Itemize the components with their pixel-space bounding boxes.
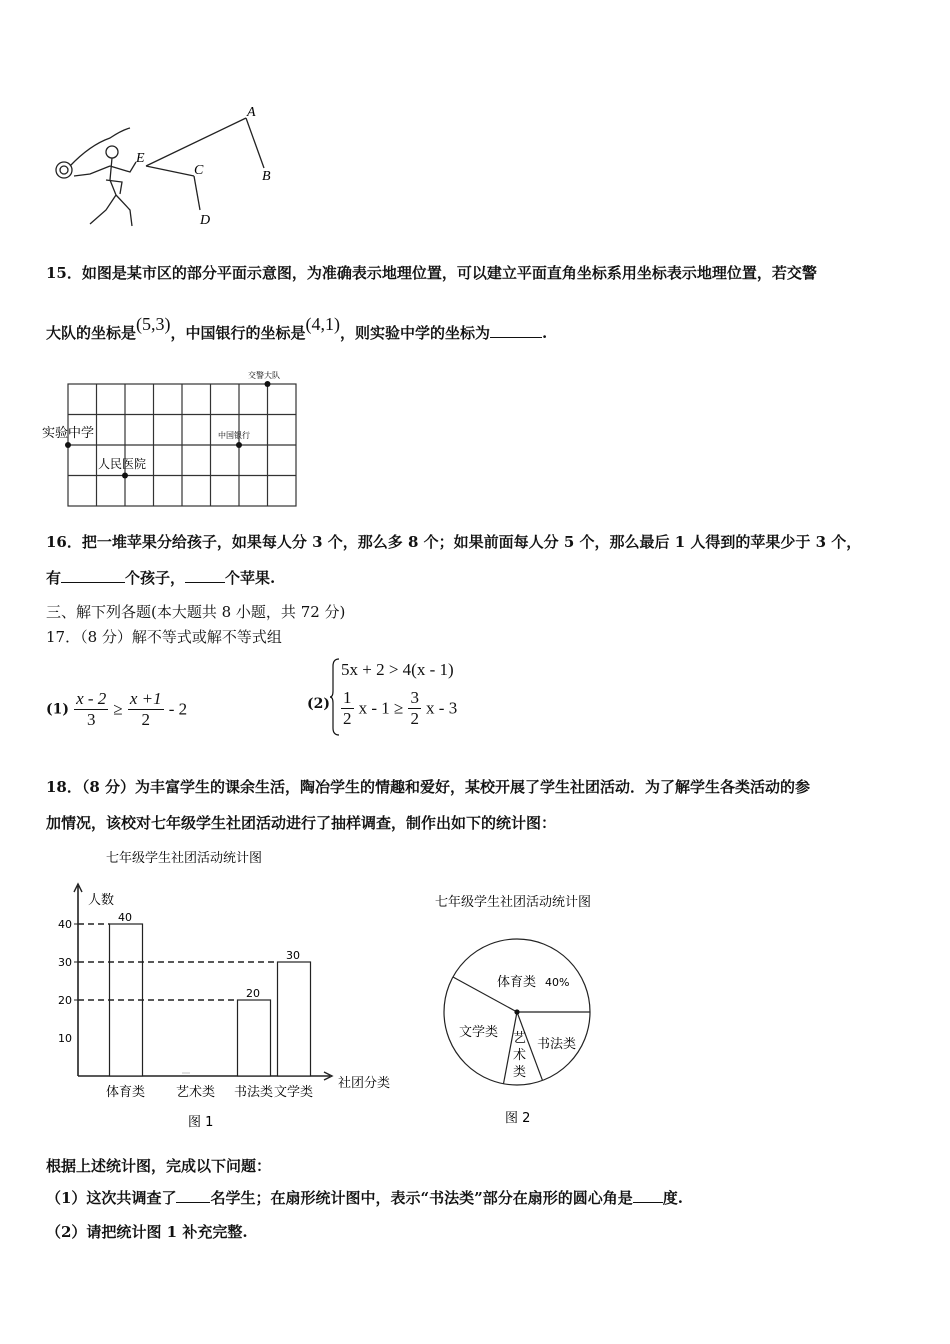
q17-p1-ge: ≥	[113, 699, 123, 719]
pie-label-art-char: 类	[513, 1065, 527, 1080]
q17-p2-frac2-den: 2	[410, 709, 419, 728]
q17-part2	[307, 656, 487, 738]
bar-书法类	[238, 1000, 271, 1076]
bar-value-label: 40	[118, 911, 132, 924]
bar-体育类	[110, 924, 143, 1076]
label-bank: 中国银行	[218, 431, 250, 440]
bar-value-label: 20	[246, 987, 260, 1000]
section-3-heading: 三、解下列各题(本大题共 8 小题，共 72 分)	[46, 603, 346, 621]
q17-p2-frac1-num: 1	[343, 688, 352, 707]
q15-line1: 15．如图是某市区的部分平面示意图，为准确表示地理位置，可以建立平面直角坐标系用坐标表示地理位置，若交警	[46, 264, 817, 282]
q17-p1-num2: x +1	[129, 689, 162, 708]
q17-p2-tail: x - 3	[426, 698, 458, 718]
q18-line2: 加情况，该校对七年级学生社团活动进行了抽样调查，制作出如下的统计图：	[46, 814, 557, 832]
q15-line2	[46, 314, 548, 343]
bar-category-label: 体育类	[106, 1085, 146, 1100]
bar-chart-caption: 图 1	[188, 1115, 214, 1130]
label-b: B	[262, 169, 271, 184]
q15-text-b: ，中国银行的坐标是	[170, 324, 306, 342]
pie-label-sports-pct: 40%	[545, 976, 570, 989]
line-e-a	[146, 118, 246, 166]
point-police	[265, 381, 271, 387]
map-grid	[68, 384, 296, 506]
q17-p1-frac2	[128, 689, 164, 730]
pie-label-sports: 体育类	[497, 975, 537, 990]
q17-p2-frac1	[341, 688, 354, 729]
bar-category-label: 书法类	[234, 1085, 274, 1100]
q18-part1-c: 度.	[662, 1189, 683, 1207]
line-c-d	[194, 176, 200, 210]
q17-part1-label: (1)	[46, 701, 69, 718]
bar-chart-title: 七年级学生社团活动统计图	[106, 851, 263, 866]
q17-part2-label: (2)	[307, 696, 330, 712]
q15-map	[40, 366, 302, 512]
q17-brace	[329, 658, 341, 736]
q17-p2-frac2-num: 3	[410, 688, 419, 707]
q16-apples-blank[interactable]	[185, 582, 225, 583]
bar-y-tick-label: 40	[58, 918, 72, 931]
bar-文学类	[278, 962, 311, 1076]
label-a: A	[247, 105, 256, 120]
q17-p2-line1: 5x + 2 > 4(x - 1)	[341, 660, 454, 679]
q18-intro: 根据上述统计图，完成以下问题：	[46, 1157, 272, 1175]
q17-p2-frac1-den: 2	[343, 709, 352, 728]
bar-y-tick-label: 20	[58, 994, 72, 1007]
bar-chart-ylabel: 人数	[88, 893, 115, 908]
pie-center	[514, 1009, 519, 1014]
label-c: C	[194, 163, 204, 178]
q17-p2-mid: x - 1 ≥	[358, 698, 404, 718]
q16-line2	[46, 567, 275, 588]
q16-text-b: 个孩子，	[125, 569, 186, 587]
label-d: D	[200, 213, 211, 228]
bar-y-tick-label: 10	[58, 1032, 72, 1045]
q15-text-c: ，则实验中学的坐标为	[340, 324, 491, 342]
pie-label-literature: 文学类	[459, 1025, 499, 1040]
q17-p1-den1: 3	[86, 710, 96, 729]
q16-text-a: 有	[46, 569, 62, 587]
q16-line1: 16．把一堆苹果分给孩子，如果每人分 3 个，那么多 8 个；如果前面每人分 5 个，那么最后 1 人得到的苹果少于 3 个，	[46, 533, 862, 551]
q15-text-a: 大队的坐标是	[46, 324, 137, 342]
point-hospital	[122, 473, 128, 479]
q17-part1	[46, 689, 187, 730]
q17-p1-tail: - 2	[168, 699, 188, 719]
bar-category-label: 文学类	[274, 1085, 314, 1100]
label-school: 实验中学	[42, 426, 95, 441]
pie-chart-caption: 图 2	[505, 1111, 531, 1126]
label-hospital: 人民医院	[98, 457, 147, 471]
q18-students-blank[interactable]	[176, 1202, 210, 1203]
q17-title: 17．（8 分）解不等式或解不等式组	[46, 628, 282, 646]
q17-p1-frac1	[74, 689, 108, 730]
q17-p1-num1: x - 2	[76, 689, 107, 708]
pie-label-calligraphy: 书法类	[537, 1037, 577, 1052]
gymnast-figure	[56, 128, 136, 226]
label-e: E	[136, 151, 145, 166]
point-bank	[236, 442, 242, 448]
q15-text-end: .	[542, 324, 548, 342]
q18-part1-a: （1）这次共调查了	[46, 1189, 177, 1207]
q18-part1-b: 名学生；在扇形统计图中，表示“书法类”部分在扇形的圆心角是	[210, 1189, 633, 1207]
bar-y-tick-label: 30	[58, 956, 72, 969]
q15-coord-bank: (4,1)	[305, 314, 341, 334]
q18-line1: 18．（8 分）为丰富学生的课余生活，陶冶学生的情趣和爱好，某校开展了学生社团活动．为了解学生各类活动的参	[46, 778, 811, 796]
bar-chart	[40, 840, 410, 1136]
q18-angle-blank[interactable]	[633, 1202, 663, 1203]
bar-chart-xlabel: 社团分类	[338, 1076, 391, 1091]
q17-p1-den2: 2	[141, 710, 150, 729]
label-police: 交警大队	[248, 371, 280, 380]
q15-answer-blank[interactable]	[490, 337, 542, 338]
bar-value-label: 30	[286, 949, 300, 962]
line-e-c	[146, 166, 194, 176]
pie-label-art	[513, 1030, 526, 1080]
pie-label-art-char: 术	[513, 1048, 527, 1063]
q17-p2-line2	[341, 688, 457, 729]
q18-part2: （2）请把统计图 1 补充完整.	[46, 1223, 248, 1241]
bar-category-label: 艺术类	[176, 1085, 216, 1100]
q17-p2-frac2	[408, 688, 421, 729]
pie-label-art-char: 艺	[513, 1031, 527, 1046]
q14-figure	[50, 100, 290, 235]
point-school	[65, 442, 71, 448]
q16-text-c: 个苹果.	[225, 569, 276, 587]
q16-children-blank[interactable]	[61, 582, 125, 583]
line-a-b	[246, 118, 264, 168]
q15-coord-police: (5,3)	[136, 314, 171, 334]
pie-chart	[425, 886, 640, 1134]
q18-part1	[46, 1187, 683, 1208]
pie-chart-title: 七年级学生社团活动统计图	[435, 895, 592, 910]
